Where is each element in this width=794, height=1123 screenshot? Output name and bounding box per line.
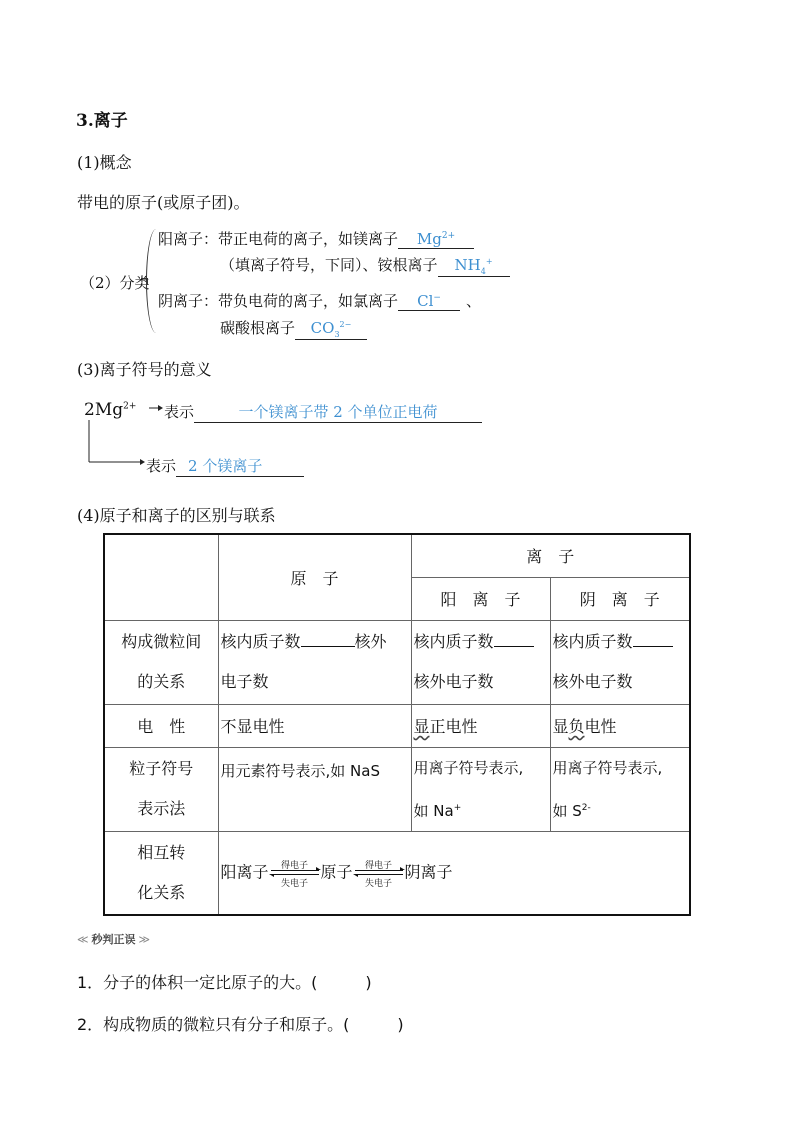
brace — [146, 229, 157, 333]
table-row — [104, 831, 690, 915]
header-atom: 原 子 — [218, 534, 411, 620]
row-label: 电 性 — [104, 704, 218, 747]
meaning-2: 2 个镁离子 — [176, 455, 304, 477]
classification-label: （2）分类 — [80, 274, 150, 292]
quiz-question-1: 1．分子的体积一定比原子的大。( ) — [77, 973, 372, 992]
header-cation: 阳 离 子 — [411, 577, 550, 620]
row-label: 构成微粒间 的关系 — [104, 620, 218, 704]
cation-line-2: （填离子符号，下同）、铵根离子 $NH_4^+$ — [220, 254, 510, 277]
cell-atom: 不显电性 — [218, 704, 411, 747]
cell-anion: 核内质子数 核外电子数 — [550, 620, 690, 704]
comparison-heading: (4)原子和离子的区别与联系 — [77, 506, 276, 525]
cell-atom: 用元素符号表示,如 NaS — [218, 747, 411, 831]
cation-line-1: 阳离子：带正电荷的离子，如镁离子 $Mg^{2+}$ — [158, 228, 474, 249]
answer-nh4: $NH_4^+$ — [438, 256, 510, 277]
cell-anion: 用离子符号表示, 如 $S^{2-}$ — [550, 747, 690, 831]
meaning-line-1: 表示 一个镁离子带 2 个单位正电荷 — [164, 401, 482, 423]
anion-line-1: 阴离子：带负电荷的离子，如氯离子 Cl− 、 — [158, 292, 482, 310]
concept-heading: (1)概念 — [77, 153, 132, 172]
comparison-table — [103, 533, 691, 916]
concept-text: 带电的原子(或原子团)。 — [77, 193, 250, 212]
header-anion: 阴 离 子 — [550, 577, 690, 620]
quiz-question-2: 2．构成物质的微粒只有分子和原子。( ) — [77, 1015, 404, 1034]
cell-cation: 显正电性 — [411, 704, 550, 747]
conversion-cell: 阳离子 得电子 失电子 原子 得电子 失电子 阴离子 — [218, 831, 690, 915]
row-label: 粒子符号 表示法 — [104, 747, 218, 831]
table-row — [104, 704, 690, 747]
quiz-tag: ≪ 秒判正误 ≫ — [77, 933, 151, 946]
answer-co3: $CO_3^{2-}$ — [295, 319, 367, 340]
meaning-line-2: 表示 2 个镁离子 — [146, 455, 304, 477]
table-row — [104, 620, 690, 704]
convert-arrow: 得电子 失电子 — [269, 858, 321, 888]
cell-cation: 核内质子数 核外电子数 — [411, 620, 550, 704]
table-row — [104, 747, 690, 831]
meaning-1: 一个镁离子带 2 个单位正电荷 — [194, 401, 482, 423]
header-ion: 离 子 — [411, 534, 690, 577]
ion-symbol: $2Mg^{2+}$ — [84, 400, 137, 420]
cell-anion: 显负电性 — [550, 704, 690, 747]
answer-mg: $Mg^{2+}$ — [398, 230, 474, 249]
anion-line-2: 碳酸根离子 $CO_3^{2-}$ — [220, 317, 367, 340]
section-title: 3.离子 — [76, 111, 128, 131]
cell-cation: 用离子符号表示, 如 Na+ — [411, 747, 550, 831]
cell-atom: 核内质子数 核外 电子数 — [218, 620, 411, 704]
answer-cl: Cl− — [398, 292, 460, 311]
convert-arrow: 得电子 失电子 — [353, 858, 405, 888]
row-label: 相互转 化关系 — [104, 831, 218, 915]
corner-cell — [104, 534, 218, 620]
symbol-heading: (3)离子符号的意义 — [77, 360, 212, 379]
